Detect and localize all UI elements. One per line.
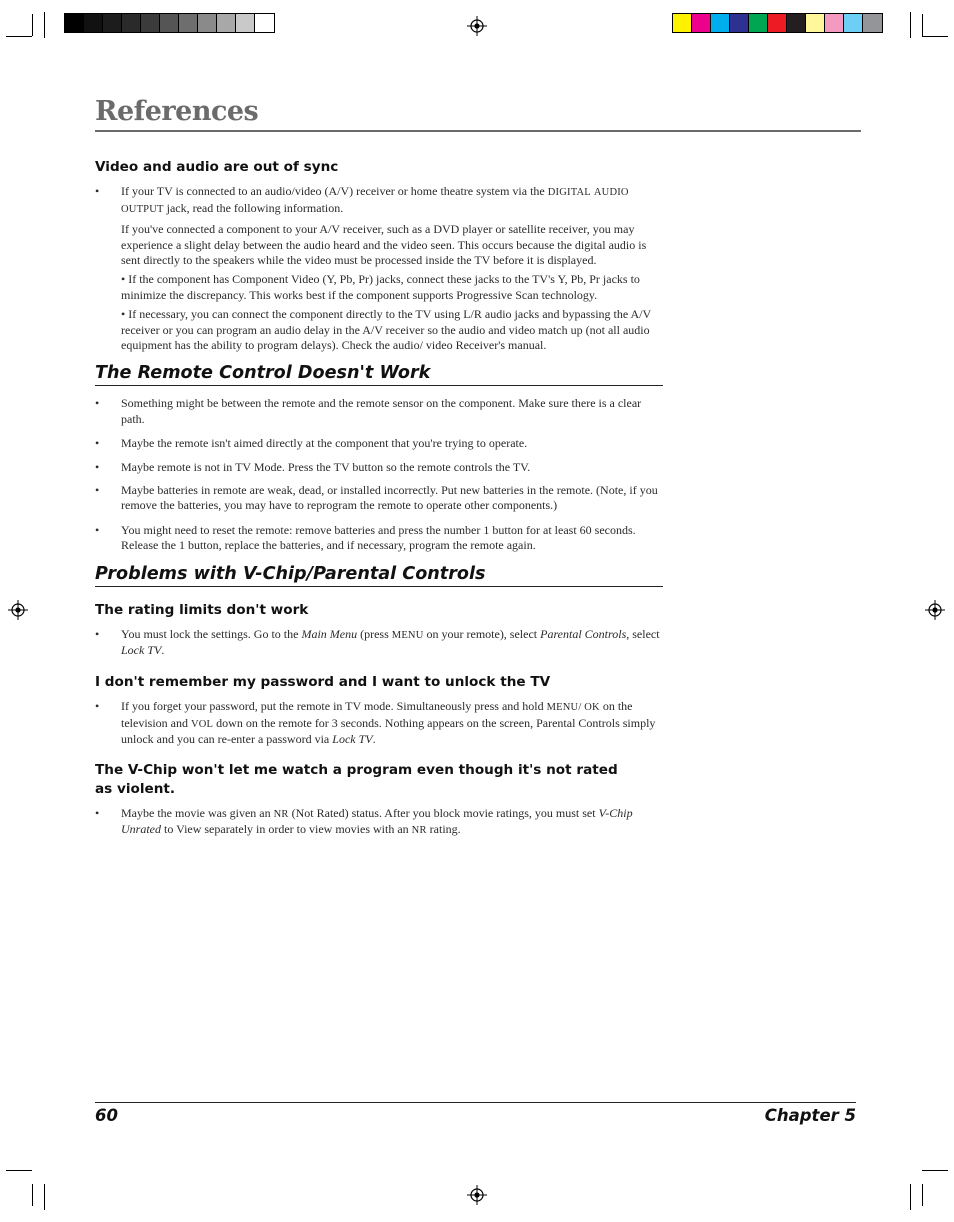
sync-paragraph: • If the component has Component Video (Y, Pb, Pr) jacks, connect these jacks to the TV's Y, Pb, Pr jacks to minimize the discrepancy. This works best if the component supports Progressive Scan technology. bbox=[121, 272, 640, 302]
color-swatch bbox=[65, 14, 84, 32]
sync-paragraph: • If necessary, you can connect the component directly to the TV using L/R audio jacks and bypassing the A/V receiver or you can program an audio delay in the A/V receiver so the audio and video match up (not all audio equipment has the ability to program delays). Check the audio/ video Receiver's manual. bbox=[121, 307, 651, 352]
unrated-list bbox=[95, 806, 665, 839]
color-swatch bbox=[844, 14, 863, 32]
color-swatch bbox=[236, 14, 255, 32]
title-rule bbox=[95, 130, 861, 132]
list-item: • Maybe batteries in remote are weak, dead, or installed incorrectly. Put new batteries in the remote. (Note, if you remove the batteries, you may have to reprogram the remote to operate other components.) bbox=[95, 483, 658, 513]
process-color-bar bbox=[672, 13, 883, 33]
list-item: • You must lock the settings. Go to the Main Menu (press MENU on your remote), select Parental Controls, select Lock TV. bbox=[95, 627, 660, 658]
color-swatch bbox=[825, 14, 844, 32]
color-swatch bbox=[787, 14, 806, 32]
rating-heading: The rating limits don't work bbox=[95, 601, 309, 618]
color-swatch bbox=[730, 14, 749, 32]
color-swatch bbox=[179, 14, 198, 32]
color-swatch bbox=[711, 14, 730, 32]
color-swatch bbox=[103, 14, 122, 32]
grayscale-color-bar bbox=[64, 13, 275, 33]
password-list bbox=[95, 699, 665, 747]
list-item: • If your TV is connected to an audio/video (A/V) receiver or home theatre system via the DIGITAL AUDIO OUTPUT jack, read the following information. bbox=[95, 184, 629, 215]
color-swatch bbox=[768, 14, 787, 32]
bullet: • bbox=[95, 184, 100, 199]
color-swatch bbox=[692, 14, 711, 32]
color-swatch bbox=[217, 14, 236, 32]
list-item: • Maybe the movie was given an NR (Not Rated) status. After you block movie ratings, you must set V-Chip Unrated to View separately in order to view movies with an NR rating. bbox=[95, 806, 633, 837]
registration-mark-icon bbox=[467, 16, 487, 36]
color-swatch bbox=[198, 14, 217, 32]
registration-mark-icon bbox=[925, 600, 945, 620]
registration-mark-icon bbox=[8, 600, 28, 620]
color-swatch bbox=[255, 14, 274, 32]
list-item: • You might need to reset the remote: remove batteries and press the number 1 button for at least 60 seconds. Release the 1 button, replace the batteries, and if necessary, program the remote again. bbox=[95, 522, 636, 553]
sync-list bbox=[95, 184, 665, 217]
list-item: • Maybe remote is not in TV Mode. Press the TV button so the remote controls the TV. bbox=[95, 459, 531, 474]
password-heading: I don't remember my password and I want to unlock the TV bbox=[95, 673, 551, 690]
color-swatch bbox=[806, 14, 825, 32]
rating-list bbox=[95, 627, 665, 659]
footer-rule bbox=[95, 1102, 856, 1103]
sync-heading: Video and audio are out of sync bbox=[95, 159, 339, 175]
color-swatch bbox=[122, 14, 141, 32]
page-number: 60 bbox=[95, 1106, 118, 1125]
color-swatch bbox=[673, 14, 692, 32]
registration-mark-icon bbox=[467, 1185, 487, 1205]
list-item: • If you forget your password, put the remote in TV mode. Simultaneously press and hold MENU/ OK on the television and VOL down on the remote for 3 seconds. Nothing appears on the screen, Parental Controls simply unlock and you can re-enter a password via Lock TV. bbox=[95, 699, 656, 746]
page-content bbox=[95, 158, 665, 839]
sync-paragraph: If you've connected a component to your A/V receiver, such as a DVD player or satellite receiver, you may experience a slight delay between the audio heard and the video seen. This occurs because the digital audio is sent directly to the speakers while the video must be processed inside the TV before it is displayed. bbox=[121, 222, 647, 267]
remote-section-heading: The Remote Control Doesn't Work bbox=[95, 363, 663, 386]
color-swatch bbox=[84, 14, 103, 32]
vchip-section-heading: Problems with V-Chip/Parental Controls bbox=[95, 564, 663, 587]
chapter-label: Chapter 5 bbox=[764, 1106, 856, 1125]
color-swatch bbox=[141, 14, 160, 32]
unrated-heading: The V-Chip won't let me watch a program even though it's not rated as violent. bbox=[95, 762, 618, 797]
color-swatch bbox=[749, 14, 768, 32]
list-item: • Something might be between the remote and the remote sensor on the component. Make sure there is a clear path. bbox=[95, 396, 642, 426]
list-item: • Maybe the remote isn't aimed directly at the component that you're trying to operate. bbox=[95, 436, 528, 451]
remote-list bbox=[95, 396, 665, 553]
color-swatch bbox=[863, 14, 882, 32]
page-title: References bbox=[95, 96, 259, 127]
color-swatch bbox=[160, 14, 179, 32]
